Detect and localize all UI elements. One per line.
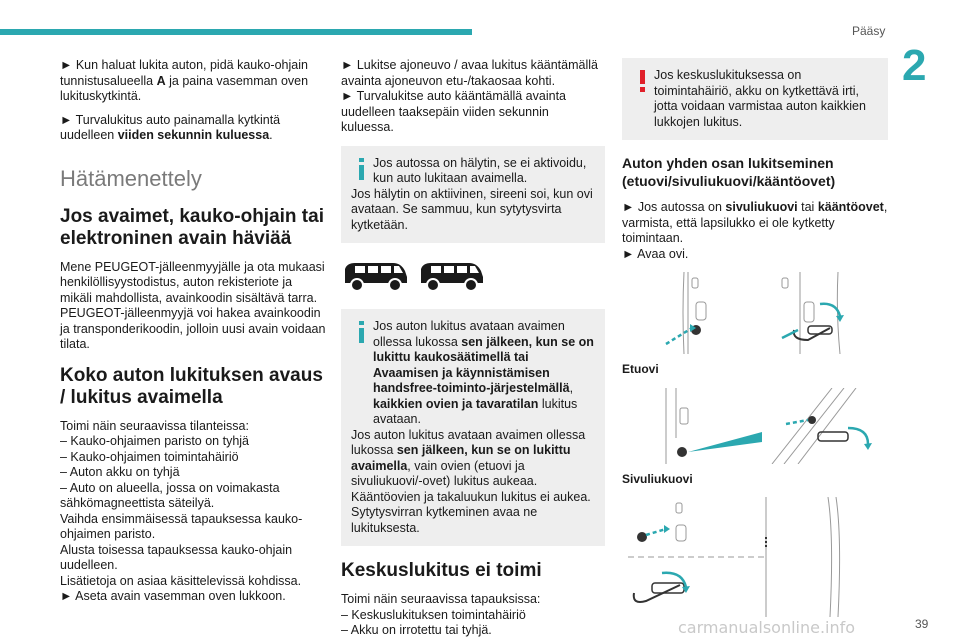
list-line: – Keskuslukituksen toimintahäiriö [341, 607, 526, 622]
sliding-door-lock-illustration [622, 388, 882, 464]
column-2 [341, 58, 605, 639]
info-note-alarm [341, 146, 605, 244]
heading-central-locking-fault: Keskuslukitus ei toimi [341, 560, 542, 581]
heading-key-locking: Koko auton lukituksen avaus / lukitus avaimella [60, 364, 323, 408]
section-heading-emergency: Hätämenettely [60, 165, 202, 191]
warning-note [622, 58, 888, 140]
van-icon [417, 255, 487, 295]
list-line: Alusta toisessa tapauksessa kauko-ohjain uudelleen. [60, 542, 293, 572]
list-line: Lisätietoja on asiaa käsittelevissä kohdissa. [60, 573, 302, 588]
page-number: 39 [915, 617, 929, 631]
list-line: – Kauko-ohjaimen paristo on tyhjä [60, 434, 250, 448]
column-3 [622, 58, 888, 617]
chapter-number: 2 [902, 41, 927, 90]
info-note-unlocking [341, 309, 605, 546]
paragraph-lock-instruction: ► Kun haluat lukita auton, pidä kauko-ohjain tunnistusalueella A ja paina vasemman oven lukituskytkintä. [60, 58, 309, 103]
note-alarm-line2: Jos hälytin on aktiivinen, sireeni soi, kun ovi avataan. Se sammuu, kun sytytysvirta kytketään. [351, 186, 593, 232]
column-1 [60, 58, 326, 605]
heading-single-door-locking: Auton yhden osan lukitseminen (etuovi/sivuliukuovi/kääntöovet) [622, 155, 836, 189]
rear-door-lock-illustration [622, 497, 886, 617]
paragraph-turn-key: ► Lukitse ajoneuvo / avaa lukitus kääntämällä avainta ajoneuvon etu-/takaosaa kohti. [341, 58, 598, 88]
key-locking-list [60, 419, 326, 605]
list-line: Toimi näin seuraavissa tapauksissa: [341, 592, 541, 606]
note-alarm-line1: Jos autossa on hälytin, se ei aktivoidu, kun auto lukitaan avaimella. [373, 155, 587, 185]
paragraph-open-door: ► Avaa ovi. [622, 246, 689, 261]
paragraph-lost-keys-2: PEUGEOT-jälleenmyyjä voi hakea avainkoodin ja transponderikoodin, jolloin uusi avain voidaan tilata. [60, 306, 326, 351]
header-section-title: Pääsy [852, 24, 886, 38]
list-line: Toimi näin seuraavissa tilanteissa: [60, 418, 249, 433]
info-icon [353, 158, 371, 180]
list-line: – Kauko-ohjaimen toimintahäiriö [60, 449, 239, 464]
vehicle-illustrations [341, 255, 605, 297]
caption-front-door: Etuovi [622, 362, 659, 376]
header-accent-bar [0, 29, 472, 35]
list-line: – Auton akku on tyhjä [60, 465, 180, 479]
info-icon [353, 321, 371, 343]
warning-icon [634, 70, 652, 92]
paragraph-deadlock-instruction: ► Turvalukitus auto painamalla kytkintä uudelleen viiden sekunnin kuluessa. [60, 112, 281, 142]
van-icon [341, 255, 411, 295]
warning-text: Jos keskuslukituksessa on toimintahäiriö, akku on kytkettävä irti, jotta voidaan varmistaa auton kaikkien lukkojen lukitus. [654, 68, 866, 129]
list-line: – Akku on irrotettu tai tyhjä. [341, 623, 492, 637]
list-line: ► Aseta avain vasemman oven lukkoon. [60, 589, 286, 603]
note-unlocking-text-1: Jos auton lukitus avataan avaimen ollessa lukossa sen jälkeen, kun se on lukittu kaukosäätimellä tai Avaamisen ja käynnistämisen handsfree-toiminto-järjestelmällä, kaikkien ovien ja tavaratilan lukitus avataan. [373, 319, 594, 426]
paragraph-deadlock-key: ► Turvalukitse auto kääntämällä avainta uudelleen taaksepäin viiden sekunnin kuluessa. [341, 89, 566, 134]
watermark: carmanualsonline.info [678, 618, 856, 637]
paragraph-lost-keys-1: Mene PEUGEOT-jälleenmyyjälle ja ota mukaasi henkilöllisyystodistus, auton rekisteriote ja mikäli mahdollista, avainkoodin sisältävä tarra. [60, 259, 325, 305]
front-door-lock-illustration [622, 272, 882, 354]
paragraph-child-lock: ► Jos autossa on sivuliukuovi tai kääntöovet, varmista, että lapsilukko ei ole kytketty toimintaan. [622, 200, 888, 245]
list-line: – Auto on alueella, jossa on voimakasta sähkömagneettista säteilyä. [60, 480, 280, 510]
caption-sliding-door: Sivuliukuovi [622, 471, 693, 486]
list-line: Vaihda ensimmäisessä tapauksessa kauko-ohjaimen paristo. [60, 511, 303, 541]
heading-lost-keys: Jos avaimet, kauko-ohjain tai elektroninen avain häviää [60, 205, 324, 249]
note-unlocking-text-2: Jos auton lukitus avataan avaimen ollessa lukossa sen jälkeen, kun se on lukittu avaimella, vain ovien (etuovi ja sivuliukuovi/-ovet) lukitus aukeaa. Kääntöovien ja takaluukun lukitus ei aukea. Sytytysvirran kytkeminen avaa ne lukituksesta. [351, 427, 591, 535]
